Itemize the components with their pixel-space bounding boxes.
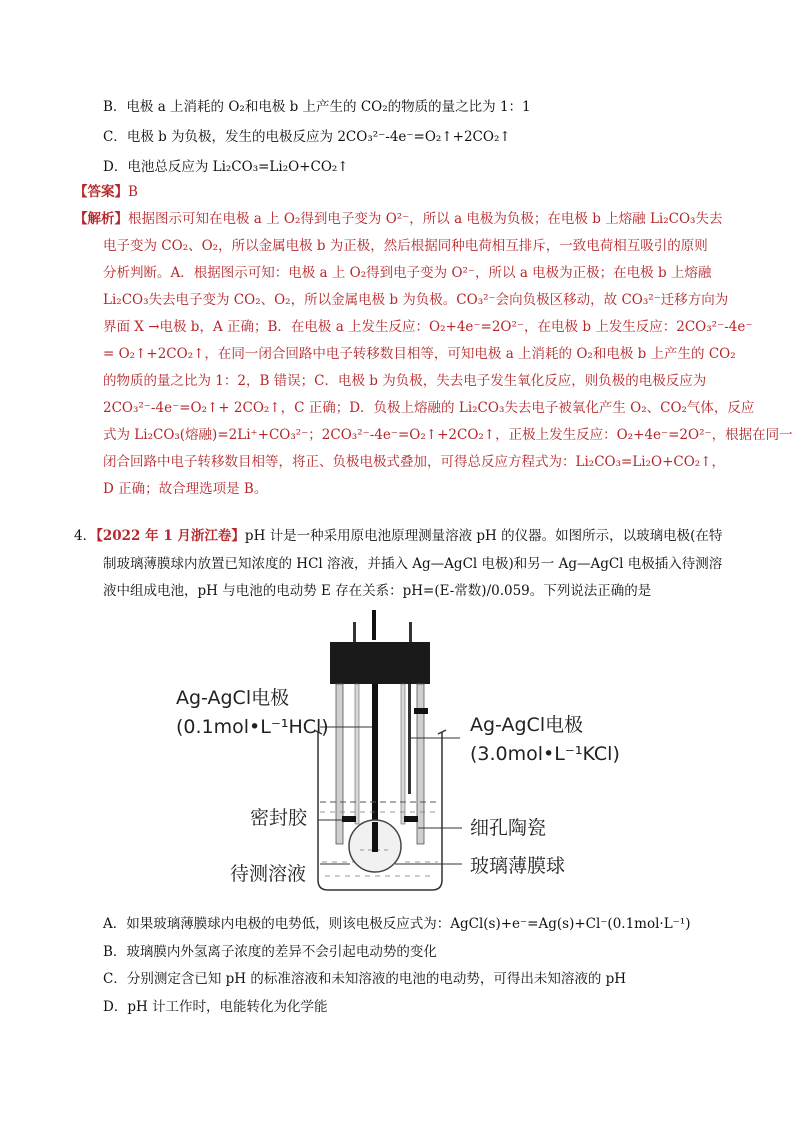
- answer-line: [74, 183, 138, 201]
- question-4-line-3: 液中组成电池，pH 与电池的电动势 E 存在关系：pH=(E-常数)/0.059。下列说法正确的是: [103, 583, 652, 599]
- electrode-cap: [330, 642, 430, 684]
- analysis-line-7: 的物质的量之比为 1：2，B 错误；C．电极 b 为负极，失去电子发生氧化反应，则负极的电极反应为: [103, 373, 707, 389]
- option-c-prev: C．电极 b 为负极，发生的电极反应为 2CO₃²⁻-4e⁻=O₂↑+2CO₂↑: [103, 129, 511, 145]
- label-left-concentration: (0.1mol•L⁻¹HCl): [176, 716, 329, 738]
- option-d-prev: D．电池总反应为 Li₂CO₃=Li₂O+CO₂↑: [103, 159, 349, 175]
- left-rod-top: [353, 622, 356, 642]
- option-b: B．玻璃膜内外氢离子浓度的差异不会引起电动势的变化: [103, 944, 437, 960]
- analysis-tag: 【解析】: [74, 211, 128, 227]
- seal-left: [342, 816, 356, 822]
- analysis-line-4: Li₂CO₃失去电子变为 CO₂、O₂，所以金属电极 b 为负极。CO₃²⁻会向负极区移动，故 CO₃²⁻迁移方向为: [103, 292, 729, 308]
- analysis-line-10: 闭合回路中电子转移数目相等，将正、负极电极式叠加，可得总反应方程式为：Li₂CO₃=Li₂O+CO₂↑，: [103, 454, 726, 470]
- option-a: A．如果玻璃薄膜球内电极的电势低，则该电极反应式为：AgCl(s)+e⁻=Ag(s)+Cl⁻(0.1mol·L⁻¹): [103, 916, 691, 932]
- seal-right: [404, 816, 418, 822]
- label-bulb: 玻璃薄膜球: [470, 855, 566, 877]
- right-electrode-wire: [408, 684, 411, 794]
- analysis-line-3: 分析判断。A．根据图示可知：电极 a 上 O₂得到电子变为 O²⁻，所以 a 电极为正极；在电极 b 上熔融: [103, 265, 712, 281]
- right-electrode-tab: [414, 708, 428, 714]
- label-right-concentration: (3.0mol•L⁻¹KCl): [470, 743, 620, 765]
- answer-tag: 【答案】: [74, 184, 128, 200]
- analysis-line-5: 界面 X →电极 b，A 正确；B．在电极 a 上发生反应：O₂+4e⁻=2O²⁻，在电极 b 上发生反应：2CO₃²⁻-4e⁻: [103, 319, 753, 335]
- option-d: D．pH 计工作时，电能转化为化学能: [103, 999, 328, 1015]
- answer-value: B: [128, 184, 138, 200]
- label-ceramic: 细孔陶瓷: [470, 817, 547, 839]
- label-right-electrode: Ag-AgCl电极: [470, 714, 584, 736]
- question-4-line-1: 4．【2022 年 1 月浙江卷】pH 计是一种采用原电池原理测量溶液 pH 的仪器。如图所示，以玻璃电极(在特: [74, 528, 723, 544]
- right-rod-top: [409, 622, 412, 642]
- analysis-line-1: 【解析】根据图示可知在电极 a 上 O₂得到电子变为 O²⁻，所以 a 电极为负极；在电极 b 上熔融 Li₂CO₃失去: [74, 211, 723, 227]
- label-left-electrode: Ag-AgCl电极: [176, 687, 290, 709]
- center-rod-top: [372, 610, 376, 640]
- ph-meter-diagram: [170, 610, 630, 900]
- option-b-prev: B．电极 a 上消耗的 O₂和电极 b 上产生的 CO₂的物质的量之比为 1：1: [103, 99, 531, 115]
- analysis-line-8: 2CO₃²⁻-4e⁻=O₂↑+ 2CO₂↑，C 正确；D．负极上熔融的 Li₂CO₃失去电子被氧化产生 O₂、CO₂气体，反应: [103, 400, 755, 416]
- analysis-line-6: = O₂↑+2CO₂↑，在同一闭合回路中电子转移数目相等，可知电极 a 上消耗的 O₂和电极 b 上产生的 CO₂: [103, 346, 736, 362]
- question-number: 4．: [74, 528, 97, 544]
- label-seal: 密封胶: [250, 807, 308, 829]
- question-4-line-2: 制玻璃薄膜球内放置已知浓度的 HCl 溶液，并插入 Ag—AgCl 电极)和另一 Ag—AgCl 电极插入待测溶: [103, 556, 723, 572]
- analysis-line-9: 式为 Li₂CO₃(熔融)=2Li⁺+CO₃²⁻；2CO₃²⁻-4e⁻=O₂↑+2CO₂↑，正极上发生反应：O₂+4e⁻=2O²⁻，根据在同一: [103, 427, 793, 443]
- question-source: 【2022 年 1 月浙江卷】: [96, 528, 245, 544]
- analysis-line-11: D 正确；故合理选项是 B。: [103, 481, 268, 497]
- analysis-line-2: 电子变为 CO₂、O₂，所以金属电极 b 为正极，然后根据同种电荷相互排斥，一致电荷相互吸引的原则: [103, 238, 708, 254]
- label-solution: 待测溶液: [230, 863, 307, 885]
- left-inner-tube: [355, 684, 359, 824]
- right-inner-tube: [401, 684, 405, 824]
- option-c: C．分别测定含已知 pH 的标准溶液和未知溶液的电池的电动势，可得出未知溶液的 pH: [103, 971, 627, 987]
